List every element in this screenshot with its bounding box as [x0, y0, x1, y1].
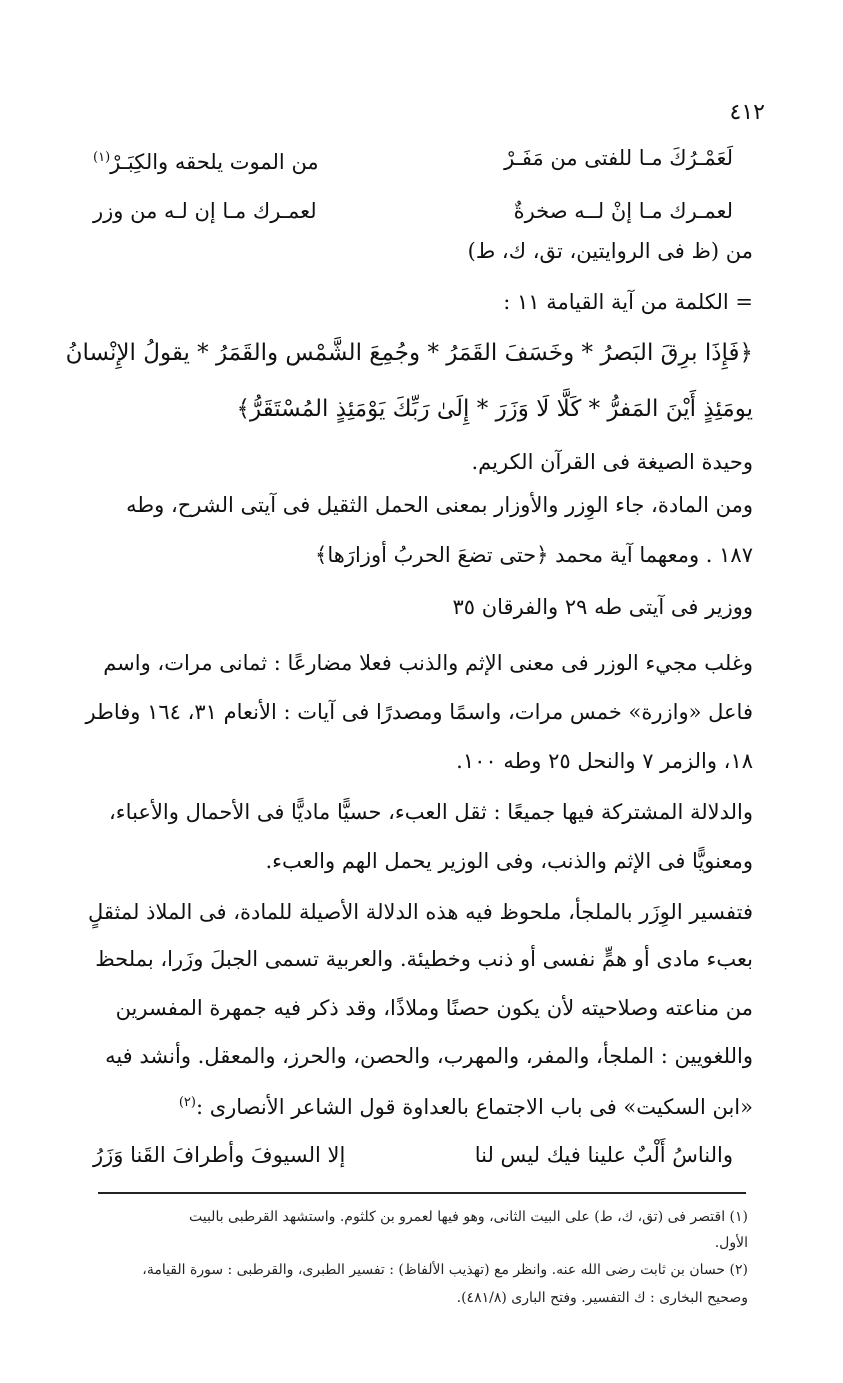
- verse-line-1: [93, 143, 733, 177]
- quran-verse-line: ﴿فَإِذَا برِقَ البَصرُ * وخَسَفَ القَمَرُ * وجُمِعَ الشَّمْس والقَمَرُ * يقولُ الإِنْسانُ: [65, 340, 753, 366]
- footnote-line: (٢) حسان بن ثابت رضى الله عنه. وانظر مع (تهذيب الألفاظ) : تفسير الطبرى، والقرطبى : سورة القيامة،: [142, 1262, 748, 1278]
- text-line: [93, 1088, 753, 1122]
- footnote-line: الأول.: [714, 1235, 748, 1251]
- text-line: بعبء مادى أو همٍّ نفسى أو ذنب وخطيئة. والعربية تسمى الجبلَ وزَرا، بملحظ: [95, 947, 753, 971]
- verse-line-3: [93, 1140, 733, 1170]
- verse-hemistich-left-text: من الموت يلحقه والكِبَـرْ: [110, 150, 319, 174]
- verse-hemistich-right: والناسُ أَلْبٌ علينا فيك ليس لنا: [474, 1143, 733, 1167]
- quran-verse-line: يومَئِذٍ أَيْنَ المَفرُّ * كَلَّا لَا وَزَرَ * إِلَىٰ رَبِّكَ يَوْمَئِذٍ المُسْتَقَرُّ﴾: [236, 396, 753, 422]
- footnote-ref: (١): [93, 150, 111, 165]
- text-line: واللغويين : الملجأ، والمفر، والمهرب، والحصن، والحرز، والمعقل. وأنشد فيه: [105, 1044, 753, 1068]
- footnote-line: وصحيح البخارى : ك التفسير. وفتح البارى (٤٨١/٨).: [456, 1290, 748, 1306]
- text-line: ١٨٧ . ومعهما آية محمد ﴿حتى تضعَ الحربُ أوزارَها﴾: [315, 543, 753, 567]
- verse-hemistich-left: لعمـرك مـا إن لـه من وزر: [93, 199, 317, 223]
- verse-hemistich-left: [93, 143, 319, 177]
- verse-hemistich-right: لعمـرك مـا إنْ لــه صخرةٌ: [513, 199, 733, 223]
- text-line: وغلب مجيء الوزر فى معنى الإثم والذنب فعلا مضارعًا : ثمانى مرات، واسم: [103, 651, 753, 675]
- text-line: = الكلمة من آية القيامة ١١ :: [503, 290, 753, 314]
- text-line: فاعل «وازرة» خمس مرات، واسمًا ومصدرًا فى آيات : الأنعام ٣١، ١٦٤ وفاطر: [85, 700, 753, 724]
- text-line: والدلالة المشتركة فيها جميعًا : ثقل العبء، حسيًّا ماديًّا فى الأحمال والأعباء،: [109, 800, 753, 824]
- verse-line-2: [93, 196, 733, 226]
- footnote-ref: (٢): [178, 1095, 196, 1110]
- text-line: ١٨، والزمر ٧ والنحل ٢٥ وطه ١٠٠.: [456, 749, 753, 773]
- verse-hemistich-left: إلا السيوفَ وأطرافَ القَنا وَزَرُ: [93, 1143, 346, 1167]
- verse-hemistich-right: لَعَمْـرُكَ مـا للفتى من مَفَـرْ: [504, 146, 733, 170]
- text-line-content: «ابن السكيت» فى باب الاجتماع بالعداوة قول الشاعر الأنصارى :: [195, 1095, 753, 1119]
- text-line: من مناعته وصلاحيته لأن يكون حصنًا وملاذًا، وقد ذكر فيه جمهرة المفسرين: [115, 996, 753, 1020]
- footnote-divider: [98, 1192, 746, 1194]
- text-line: ومن المادة، جاء الوِزر والأوزار بمعنى الحمل الثقيل فى آيتى الشرح، وطه: [126, 493, 753, 517]
- text-line: وحيدة الصيغة فى القرآن الكريم.: [471, 450, 753, 474]
- text-line: ووزير فى آيتى طه ٢٩ والفرقان ٣٥: [452, 595, 753, 619]
- page-number: ٤١٢: [729, 100, 765, 125]
- text-line: من (ظ فى الروايتين، تق، ك، ط): [467, 239, 753, 263]
- text-line: ومعنويًّا فى الإثم والذنب، وفى الوزير يحمل الهم والعبء.: [265, 849, 753, 873]
- footnote-line: (١) اقتصر فى (تق، ك، ط) على البيت الثانى، وهو فيها لعمرو بن كلثوم. واستشهد القرطبى بالبيت: [188, 1209, 748, 1225]
- text-line: فتفسير الوِزَر بالملجأ، ملحوظ فيه هذه الدلالة الأصيلة للمادة، فى الملاذ لمثقلٍ: [88, 900, 753, 924]
